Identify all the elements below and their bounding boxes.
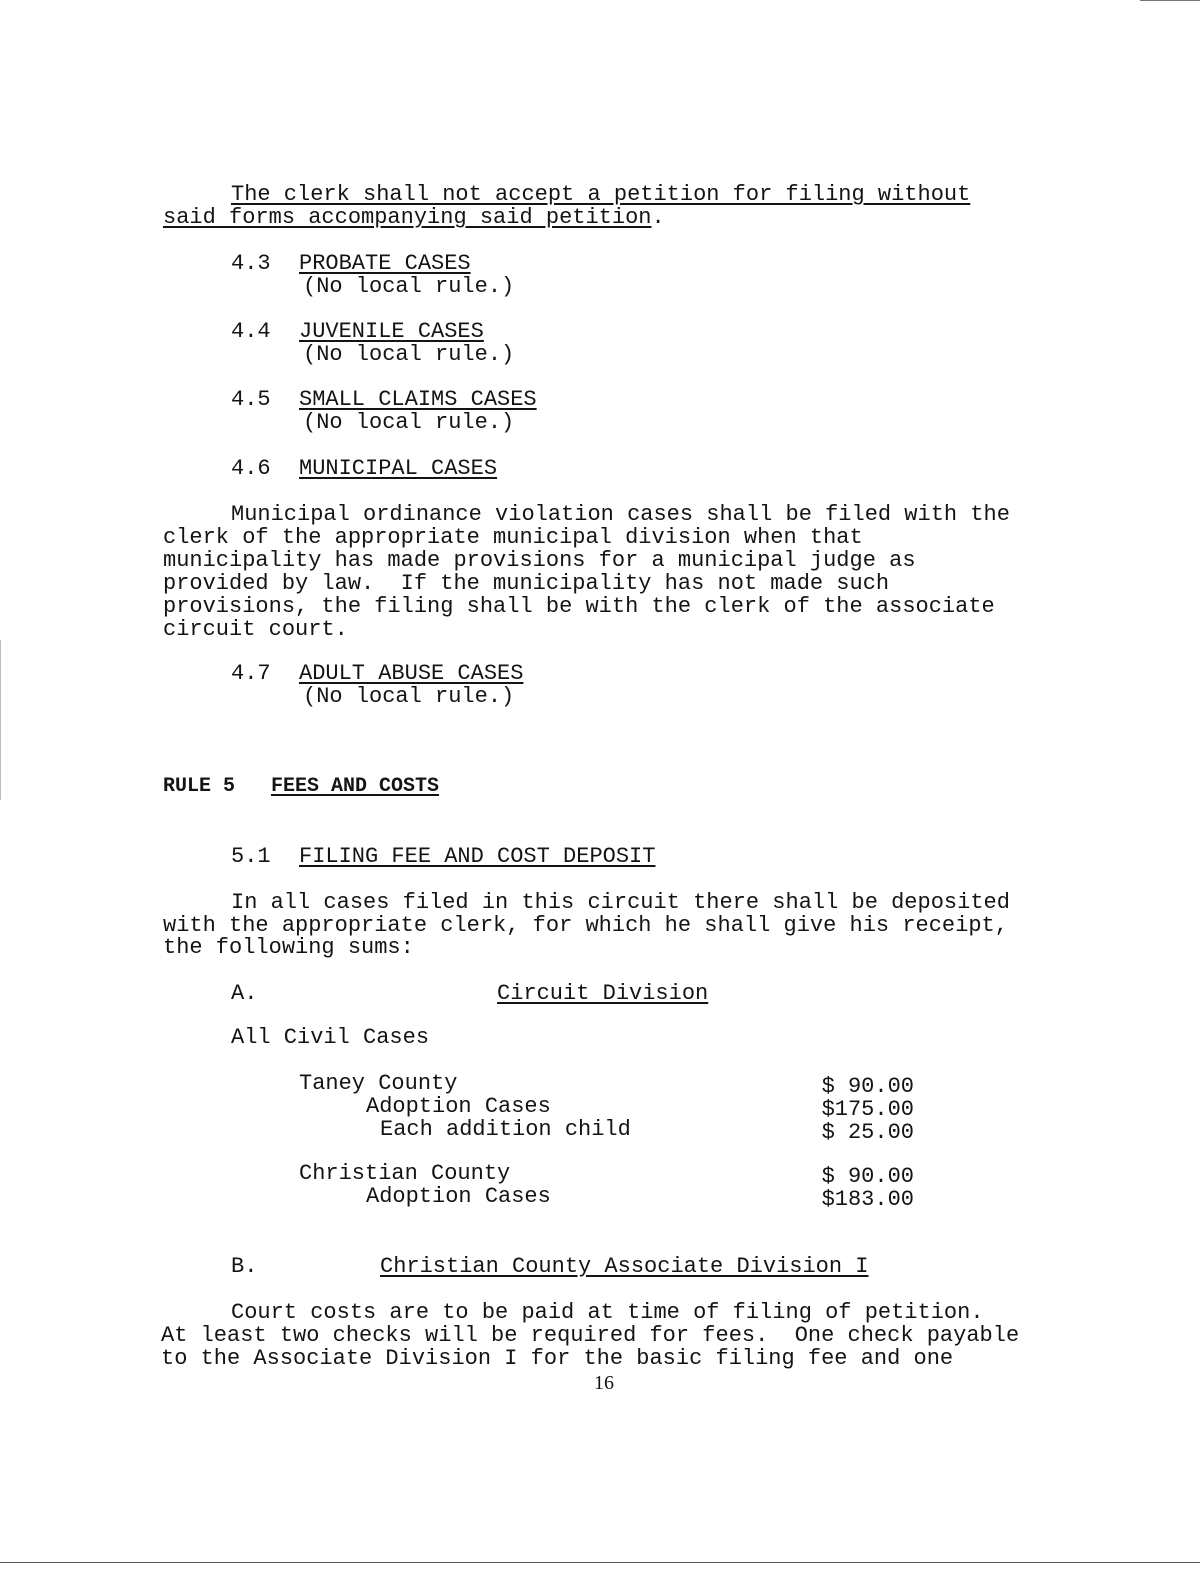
fee-amount-taney: $ 90.00	[821, 1074, 914, 1099]
section-4-4-number: 4.4	[231, 319, 271, 344]
section-4-5-number: 4.5	[231, 387, 271, 412]
intro-line-2-period: .	[651, 205, 665, 230]
court-paragraph-line: to the Associate Division I for the basic filing fee and one	[161, 1346, 954, 1371]
fee-label-christian-adoption: Adoption Cases	[366, 1184, 551, 1209]
section-4-3-number: 4.3	[231, 251, 271, 276]
part-a-letter: A.	[231, 981, 258, 1006]
fee-amount-additional-child: $ 25.00	[821, 1120, 914, 1145]
fee-label-additional-child: Each addition child	[380, 1117, 631, 1142]
fee-label-taney-adoption: Adoption Cases	[366, 1094, 551, 1119]
section-4-3-body: (No local rule.)	[303, 274, 515, 299]
section-5-1-number: 5.1	[231, 844, 271, 869]
page-number: 16	[594, 1372, 614, 1394]
municipal-paragraph-line: provided by law. If the municipality has not made such	[163, 571, 890, 596]
bottom-edge-line	[0, 1562, 1200, 1563]
municipal-paragraph-line: circuit court.	[163, 617, 348, 642]
section-4-7-body: (No local rule.)	[303, 684, 515, 709]
section-4-4-body: (No local rule.)	[303, 342, 515, 367]
section-4-7-title: ADULT ABUSE CASES	[299, 661, 524, 686]
municipal-paragraph-line: provisions, the filing shall be with the clerk of the associate	[163, 594, 995, 619]
municipal-paragraph-line: clerk of the appropriate municipal division when that	[163, 525, 863, 550]
fee-label-taney: Taney County	[299, 1071, 458, 1096]
municipal-paragraph-line: municipality has made provisions for a municipal judge as	[163, 548, 916, 573]
court-paragraph-line: At least two checks will be required for fees. One check payable	[161, 1323, 1020, 1348]
fee-amount-christian-adoption: $183.00	[821, 1187, 914, 1212]
section-4-5-title: SMALL CLAIMS CASES	[299, 387, 537, 412]
part-b-title: Christian County Associate Division I	[380, 1254, 869, 1279]
deposit-paragraph-line: the following sums:	[163, 935, 414, 960]
fee-label-christian: Christian County	[299, 1161, 511, 1186]
deposit-paragraph-line: In all cases filed in this circuit there shall be deposited	[231, 890, 1010, 915]
section-5-1-title: FILING FEE AND COST DEPOSIT	[299, 844, 656, 869]
intro-line-2	[163, 207, 665, 229]
intro-line-2-underlined: said forms accompanying said petition	[163, 205, 652, 230]
municipal-paragraph-line: Municipal ordinance violation cases shall be filed with the	[231, 502, 1010, 527]
fee-amount-christian: $ 90.00	[821, 1164, 914, 1189]
court-paragraph-line: Court costs are to be paid at time of filing of petition.	[231, 1300, 984, 1325]
part-b-letter: B.	[231, 1254, 258, 1279]
section-4-6-title: MUNICIPAL CASES	[299, 456, 498, 481]
part-a-subhead: All Civil Cases	[231, 1025, 430, 1050]
top-edge-line	[1140, 0, 1200, 1]
section-4-3-title: PROBATE CASES	[299, 251, 471, 276]
intro-line-1: The clerk shall not accept a petition for filing without	[231, 182, 971, 207]
rule-5-label: RULE 5	[163, 775, 236, 798]
section-4-7-number: 4.7	[231, 661, 271, 686]
fee-amount-taney-adoption: $175.00	[821, 1097, 914, 1122]
left-scan-edge	[0, 640, 1, 800]
section-4-5-body: (No local rule.)	[303, 410, 515, 435]
deposit-paragraph-line: with the appropriate clerk, for which he shall give his receipt,	[163, 913, 1008, 938]
section-4-4-title: JUVENILE CASES	[299, 319, 484, 344]
section-4-6-number: 4.6	[231, 456, 271, 481]
rule-5-title: FEES AND COSTS	[271, 775, 440, 798]
part-a-title: Circuit Division	[497, 981, 709, 1006]
